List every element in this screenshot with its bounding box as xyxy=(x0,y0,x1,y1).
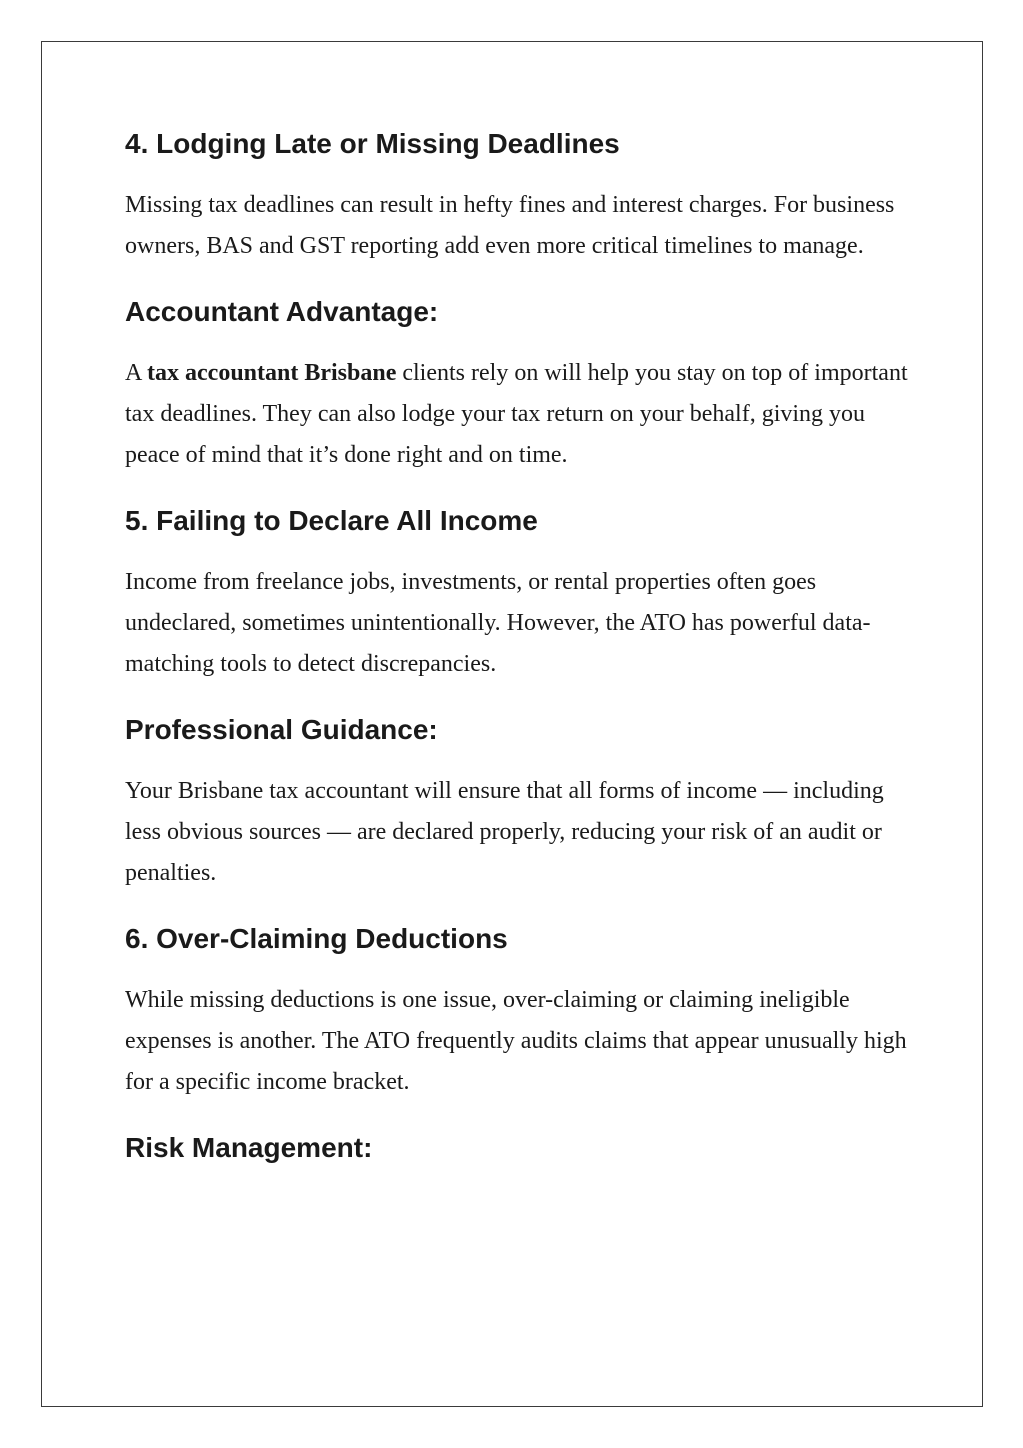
document-page xyxy=(41,41,983,1407)
heading-professional-guidance: Professional Guidance: xyxy=(125,714,438,745)
paragraph-lodging-late: Missing tax deadlines can result in hefty fines and interest charges. For business owners, BAS and GST reporting add even more critical timelines to manage. xyxy=(125,192,895,259)
paragraph-accountant-advantage xyxy=(125,353,915,476)
heading-over-claiming: 6. Over-Claiming Deductions xyxy=(125,923,508,954)
heading-lodging-late: 4. Lodging Late or Missing Deadlines xyxy=(125,128,620,159)
paragraph-prefix: A xyxy=(125,360,148,386)
bold-keyword: tax accountant Brisbane xyxy=(147,360,397,386)
paragraph-professional-guidance: Your Brisbane tax accountant will ensure that all forms of income — including less obvious sources — are declared properly, reducing your risk of an audit or penalties. xyxy=(125,778,884,886)
paragraph-rest: clients rely on will help you stay on top of important tax deadlines. They can also lodge your tax return on your behalf, giving you peace of mind that it’s done right and on time. xyxy=(125,360,908,468)
heading-accountant-advantage: Accountant Advantage: xyxy=(125,296,439,327)
paragraph-over-claiming: While missing deductions is one issue, over-claiming or claiming ineligible expenses is another. The ATO frequently audits claims that appear unusually high for a specific income bracket. xyxy=(125,987,907,1095)
heading-risk-management: Risk Management: xyxy=(125,1132,373,1163)
page-content xyxy=(125,126,915,1166)
heading-failing-to-declare: 5. Failing to Declare All Income xyxy=(125,505,538,536)
paragraph-failing-to-declare: Income from freelance jobs, investments, or rental properties often goes undeclared, sometimes unintentionally. However, the ATO has powerful data-matching tools to detect discrepancies. xyxy=(125,569,871,677)
